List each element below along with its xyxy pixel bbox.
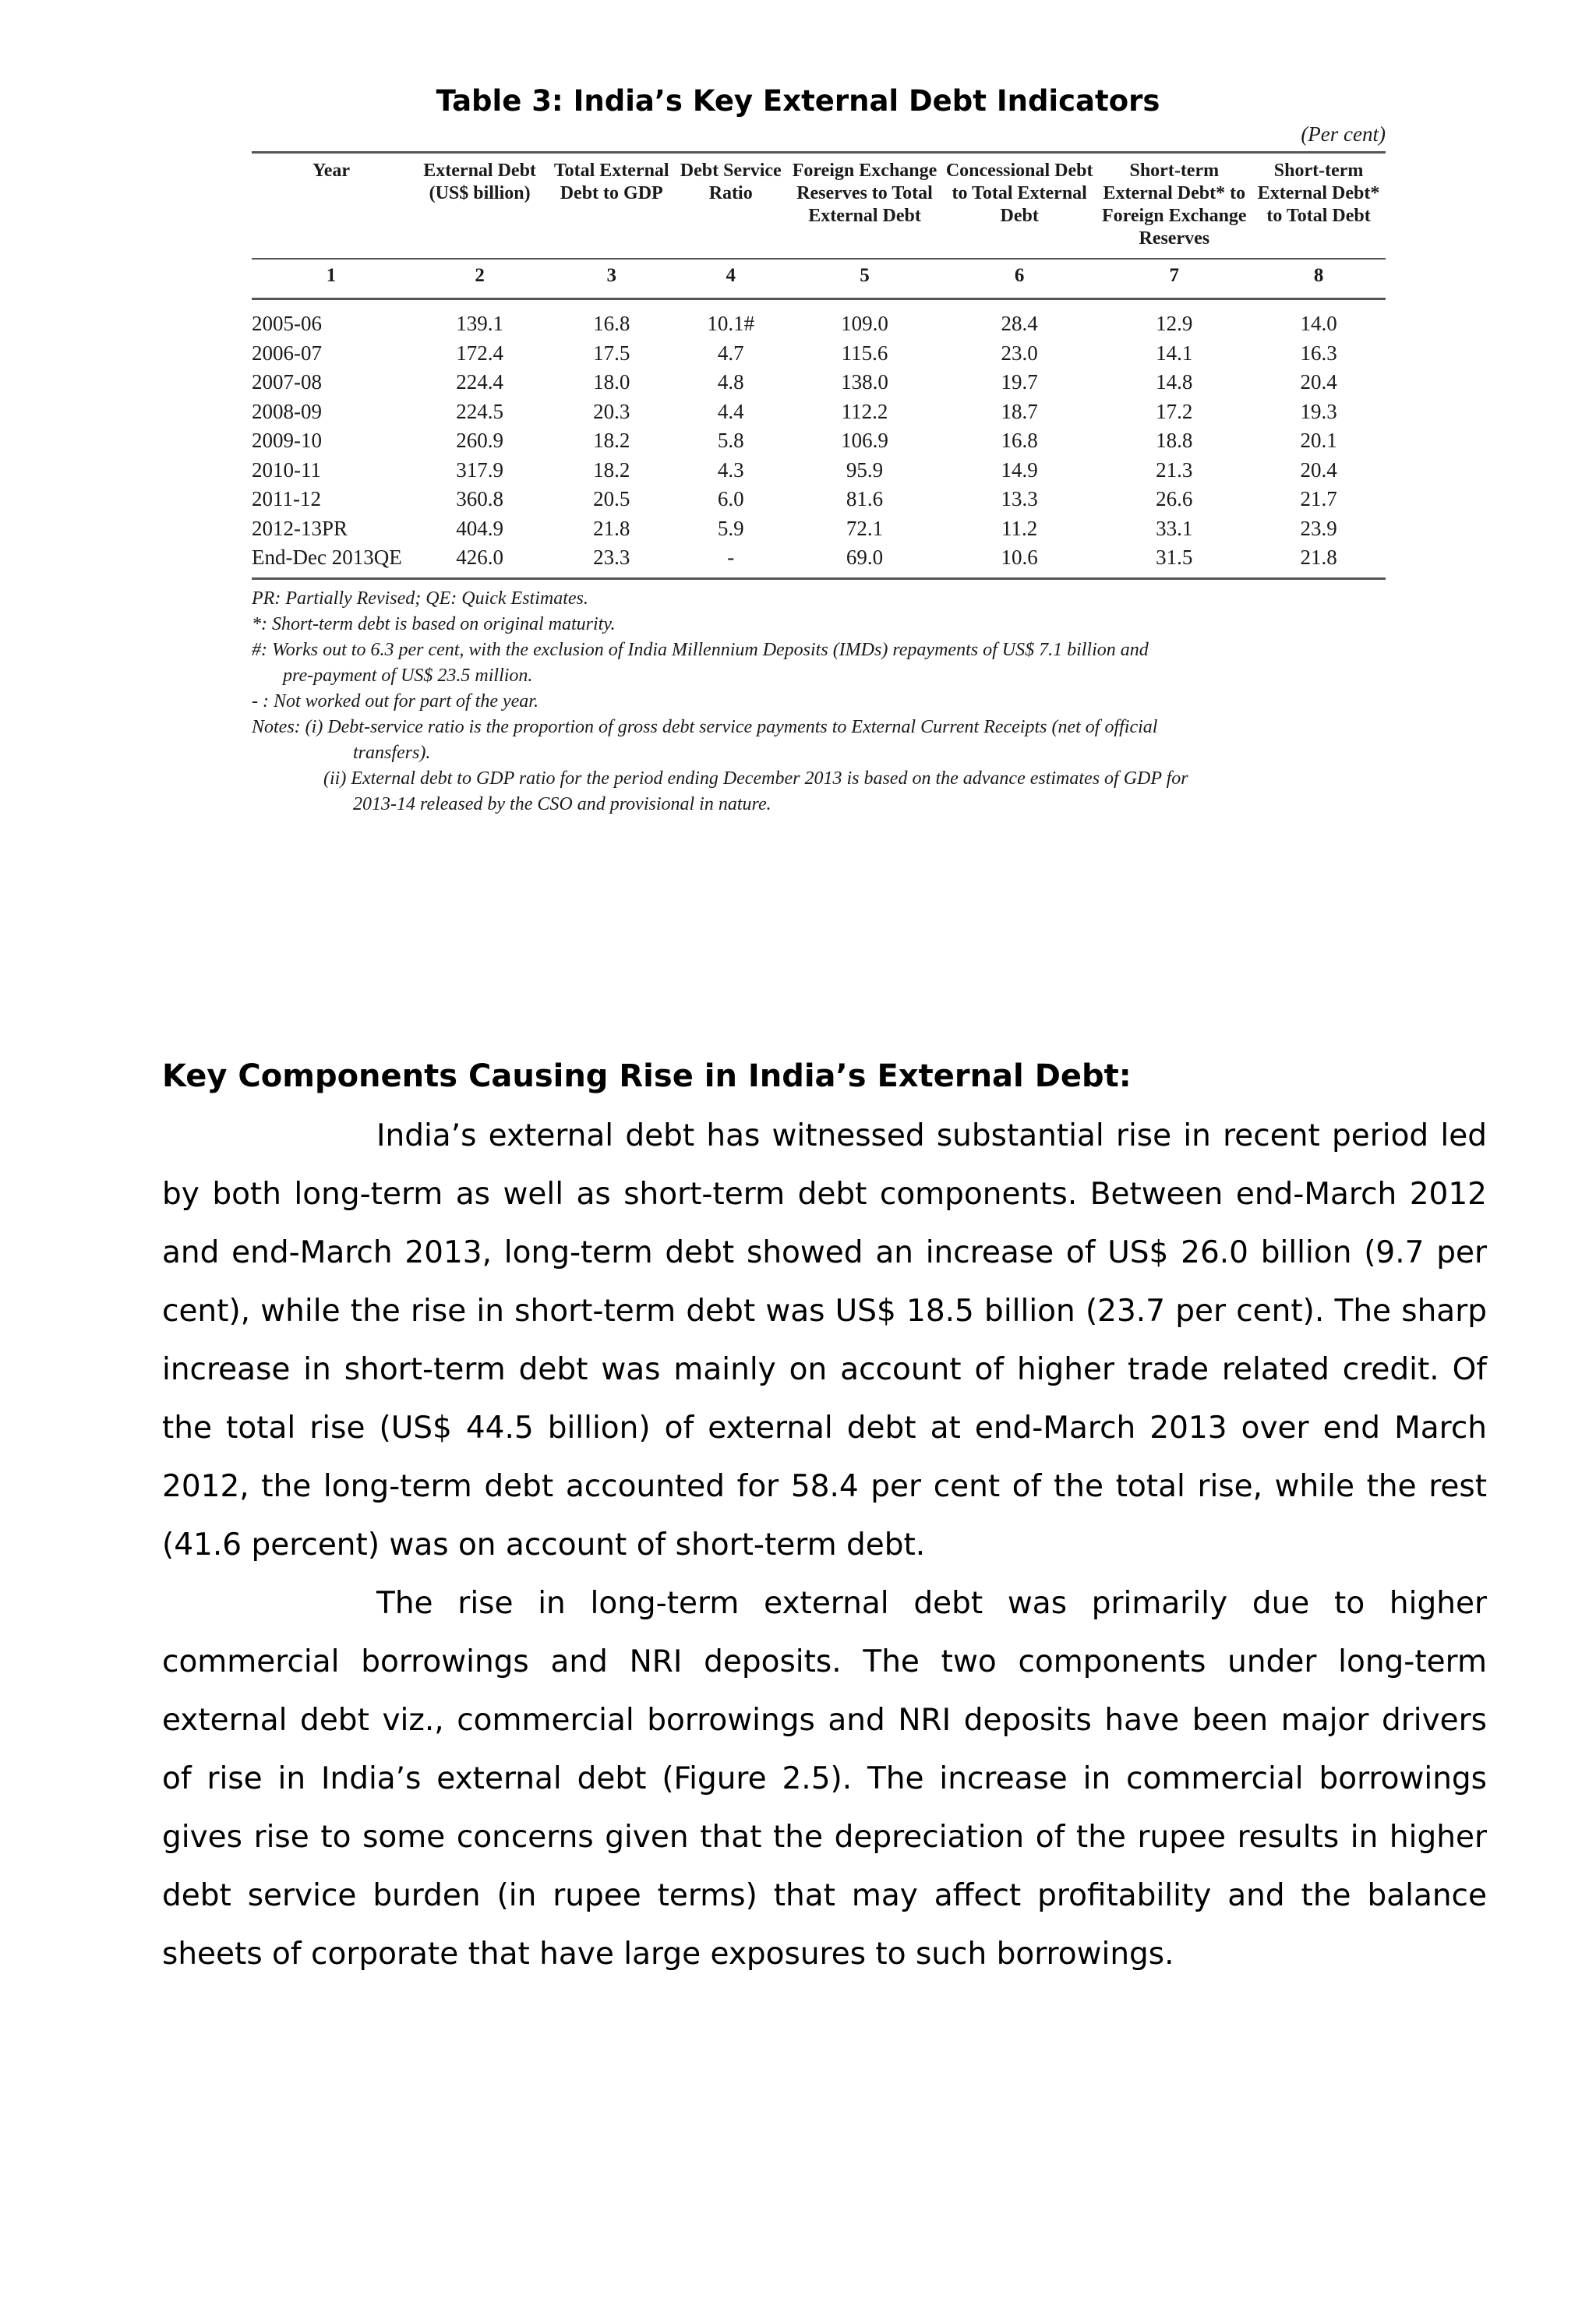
- table-cell: 260.9: [456, 429, 503, 452]
- table-cell: 28.4: [1001, 312, 1038, 335]
- note-ii: (ii) External debt to GDP ratio for the period ending December 2013 is based on the advance estimates of GDP for: [323, 768, 1188, 789]
- table-row: [252, 339, 1386, 369]
- table-cell: 69.0: [787, 543, 942, 578]
- year-cell: 2010-11: [252, 457, 321, 482]
- table-cell: 106.9: [841, 429, 888, 452]
- year-cell: 2009-10: [252, 429, 322, 452]
- table-row: [252, 426, 1386, 456]
- column-number-row: [252, 259, 1386, 299]
- column-header: External Debt (US$ billion): [411, 153, 549, 260]
- table-cell: 224.4: [456, 370, 503, 394]
- table-cell: 31.5: [1096, 543, 1252, 578]
- unit-note: (Per cent): [1301, 122, 1386, 146]
- table-cell: 10.6: [942, 543, 1097, 578]
- table-cell: 26.6: [1156, 487, 1193, 510]
- table-cell: 16.8: [1001, 429, 1038, 452]
- column-number: 8: [1252, 259, 1386, 299]
- table-cell: 18.8: [1156, 429, 1193, 452]
- table-cell: -: [674, 543, 787, 578]
- section-heading: Key Components Causing Rise in India’s External Debt:: [162, 1058, 1132, 1094]
- table-cell: 19.3: [1300, 399, 1337, 423]
- footnote-dash: - : Not worked out for part of the year.: [252, 690, 538, 712]
- table-row: [252, 543, 1386, 578]
- table-cell: 14.8: [1156, 370, 1193, 394]
- column-header: Foreign Exchange Reserves to Total External Debt: [787, 153, 942, 260]
- column-number: 4: [674, 259, 787, 299]
- table-cell: 4.4: [717, 399, 744, 423]
- table-cell: 18.2: [593, 457, 630, 482]
- column-number: 6: [942, 259, 1097, 299]
- table-cell: 20.3: [593, 399, 630, 423]
- table-cell: 16.3: [1300, 341, 1337, 365]
- table-cell: 138.0: [841, 370, 888, 394]
- table-cell: 4.3: [717, 457, 744, 482]
- table-cell: 72.1: [846, 516, 884, 540]
- table-cell: 20.4: [1300, 370, 1337, 394]
- table-cell: 20.5: [593, 487, 630, 510]
- table-cell: 20.4: [1300, 457, 1337, 482]
- table-cell: 109.0: [841, 312, 888, 335]
- table-cell: 17.5: [593, 341, 630, 365]
- table-cell: 17.2: [1156, 399, 1193, 423]
- table-cell: 23.3: [549, 543, 674, 578]
- table-cell: 360.8: [456, 487, 503, 510]
- footnote-hash: #: Works out to 6.3 per cent, with the exclusion of India Millennium Deposits (IMDs) repayments of US$ 7.1 billion and: [252, 639, 1149, 660]
- paragraph: The rise in long-term external debt was primarily due to higher commercial borrowings and NRI deposits. The two components under long-term external debt viz., commercial borrowings and NRI deposits have been major drivers of rise in India’s external debt (Figure 2.5). The increase in commercial borrowings gives rise to some concerns given that the depreciation of the rupee results in higher debt service burden (in rupee terms) that may affect profitability and the balance sheets of corporate that have large exposures to such borrowings.: [162, 1586, 1487, 1972]
- table-cell: 18.2: [593, 429, 630, 452]
- external-debt-table: [252, 151, 1386, 580]
- table-cell: 6.0: [717, 487, 744, 510]
- table-cell: 4.7: [717, 341, 744, 365]
- table-cell: 21.8: [1252, 543, 1386, 578]
- column-number: 5: [787, 259, 942, 299]
- table-cell: 317.9: [456, 457, 503, 482]
- table-cell: 426.0: [411, 543, 549, 578]
- table-cell: 12.9: [1156, 312, 1193, 335]
- footnote-pr-qe: PR: Partially Revised; QE: Quick Estimates.: [252, 588, 588, 609]
- table-row: [252, 485, 1386, 514]
- table-cell: 404.9: [456, 516, 503, 540]
- table-cell: 21.7: [1300, 487, 1337, 510]
- table-cell: 19.7: [1001, 370, 1038, 394]
- table-cell: 18.7: [1001, 399, 1038, 423]
- table-row: [252, 397, 1386, 427]
- column-number: 2: [411, 259, 549, 299]
- table-row: [252, 514, 1386, 544]
- table-cell: 5.9: [717, 516, 744, 540]
- note-i: Notes: (i) Debt-service ratio is the proportion of gross debt service payments to External Current Receipts (net of official: [252, 716, 1158, 737]
- table-cell: 115.6: [841, 341, 888, 365]
- year-cell: 2008-09: [252, 399, 322, 423]
- table-cell: 21.3: [1156, 457, 1193, 482]
- table-cell: 20.1: [1300, 429, 1337, 452]
- table-cell: 23.0: [1001, 341, 1038, 365]
- table-cell: 5.8: [717, 429, 744, 452]
- paragraph: India’s external debt has witnessed substantial rise in recent period led by both long-term as well as short-term debt components. Between end-March 2012 and end-March 2013, long-term debt showed an increase of US$ 26.0 billion (9.7 per cent), while the rise in short-term debt was US$ 18.5 billion (23.7 per cent). The sharp increase in short-term debt was mainly on account of higher trade related credit. Of the total rise (US$ 44.5 billion) of external debt at end-March 2013 over end March 2012, the long-term debt accounted for 58.4 per cent of the total rise, while the rest (41.6 percent) was on account of short-term debt.: [162, 1118, 1487, 1563]
- table-row: [252, 456, 1386, 486]
- year-cell: 2006-07: [252, 341, 322, 365]
- column-number: 1: [252, 259, 411, 299]
- header-row: [252, 153, 1386, 260]
- table-cell: 10.1#: [707, 312, 755, 335]
- table-row: [252, 368, 1386, 397]
- column-header: Short-term External Debt* to Total Debt: [1252, 153, 1386, 260]
- table-cell: 33.1: [1156, 516, 1193, 540]
- footnote-star: *: Short-term debt is based on original maturity.: [252, 613, 616, 634]
- table-cell: 172.4: [456, 341, 503, 365]
- table-cell: 81.6: [846, 487, 884, 510]
- table-row: [252, 299, 1386, 339]
- year-cell: 2011-12: [252, 487, 321, 510]
- table-title: Table 3: India’s Key External Debt Indicators: [436, 84, 1160, 118]
- table-cell: 21.8: [593, 516, 630, 540]
- table-footnotes: [252, 586, 1386, 818]
- table-cell: 224.5: [456, 399, 503, 423]
- table-cell: 18.0: [593, 370, 630, 394]
- table-cell: 14.9: [1001, 457, 1038, 482]
- note-ii-cont: 2013-14 released by the CSO and provisional in nature.: [353, 793, 772, 814]
- table-cell: 14.0: [1300, 312, 1337, 335]
- column-header: Concessional Debt to Total External Debt: [942, 153, 1097, 260]
- column-number: 7: [1096, 259, 1252, 299]
- year-cell: End-Dec 2013QE: [252, 543, 411, 578]
- table-cell: 4.8: [717, 370, 744, 394]
- table-cell: 139.1: [456, 312, 503, 335]
- table-cell: 14.1: [1156, 341, 1193, 365]
- column-header: Year: [252, 153, 411, 260]
- column-number: 3: [549, 259, 674, 299]
- footnote-hash-cont: pre-payment of US$ 23.5 million.: [283, 665, 533, 686]
- table-cell: 13.3: [1001, 487, 1038, 510]
- column-header: Total External Debt to GDP: [549, 153, 674, 260]
- year-cell: 2012-13PR: [252, 516, 348, 540]
- column-header: Short-term External Debt* to Foreign Exchange Reserves: [1096, 153, 1252, 260]
- year-cell: 2005-06: [252, 312, 322, 335]
- section-body: [162, 1107, 1487, 1983]
- year-cell: 2007-08: [252, 370, 322, 394]
- column-header: Debt Service Ratio: [674, 153, 787, 260]
- table-cell: 112.2: [841, 399, 888, 423]
- external-debt-table-block: [252, 117, 1386, 818]
- table-cell: 16.8: [593, 312, 630, 335]
- note-i-cont: transfers).: [353, 742, 431, 763]
- table-cell: 95.9: [846, 457, 884, 482]
- table-cell: 11.2: [1001, 516, 1038, 540]
- table-cell: 23.9: [1300, 516, 1337, 540]
